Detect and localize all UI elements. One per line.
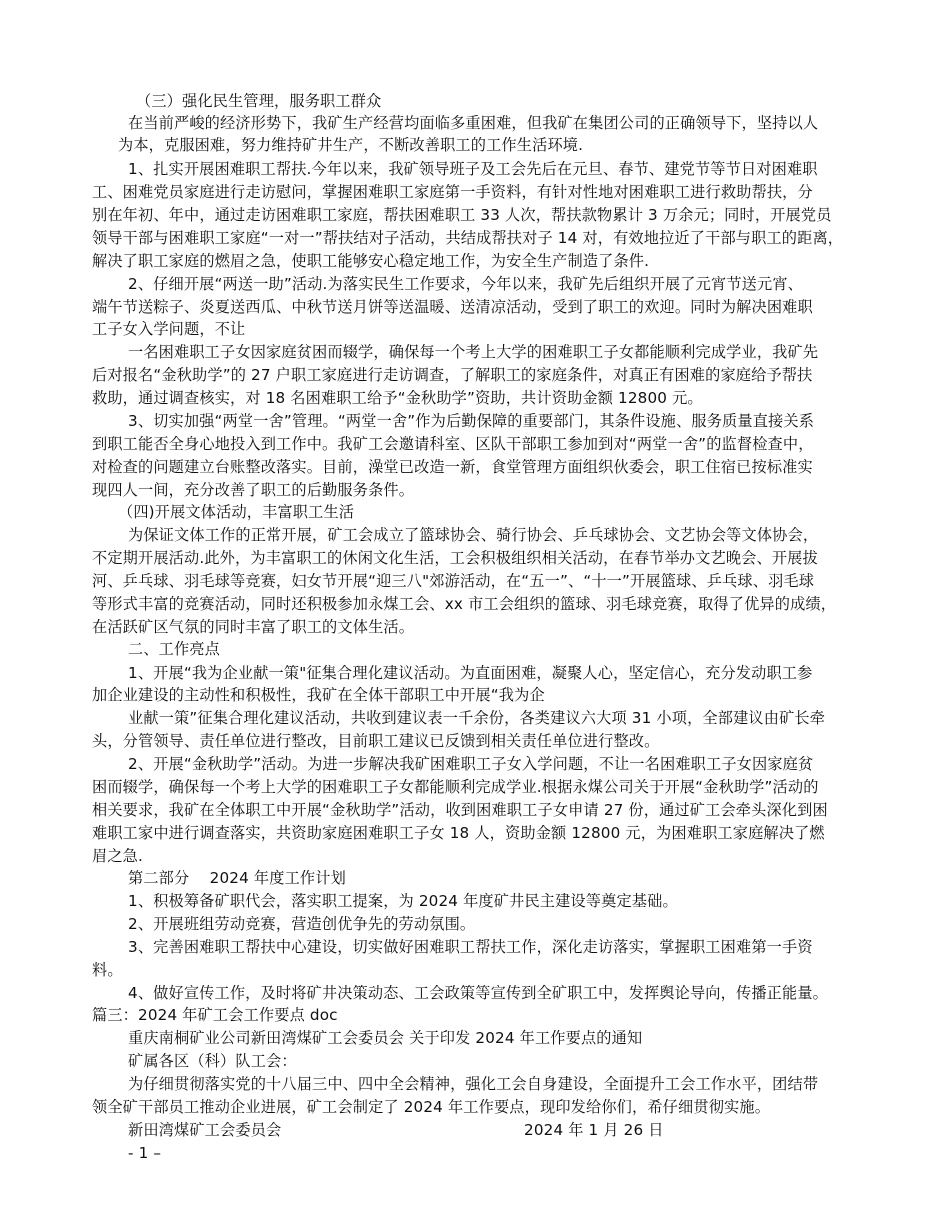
plan-item: 2、开展班组劳动竞赛，营造创优争先的劳动氛围。	[128, 915, 476, 933]
paragraph-line: 为本，克服困难，努力维持矿井生产，不断改善职工的工作生活环境.	[118, 136, 584, 154]
paragraph-line: 工子女入学问题，不让	[92, 320, 246, 338]
paragraph-line: 别在年初、年中，通过走访困难职工家庭，帮扶困难职工 33 人次，帮扶款物累计 3 万余元；同时，开展党员	[92, 206, 832, 224]
signature-org: 新田湾煤矿工会委员会	[128, 1121, 282, 1139]
paragraph-line: 端午节送粽子、炎夏送西瓜、中秋节送月饼等送温暖、送清凉活动，受到了职工的欢迎。同时为解决困难职	[92, 298, 813, 316]
paragraph-line: 不定期开展活动.此外，为丰富职工的休闲文化生活，工会积极组织相关活动，在春节举办文艺晚会、开展拔	[92, 549, 818, 567]
page-number: - 1 –	[128, 1144, 162, 1162]
paragraph-line: 在当前严峻的经济形势下，我矿生产经营均面临多重困难，但我矿在集团公司的正确领导下，坚持以人	[128, 114, 819, 132]
paragraph-line: 为仔细贯彻落实党的十八届三中、四中全会精神，强化工会自身建设，全面提升工会工作水平，团结带	[128, 1075, 819, 1093]
paragraph-line: 工、困难党员家庭进行走访慰问，掌握困难职工家庭第一手资料，有针对性地对困难职工进行救助帮扶，分	[92, 183, 813, 201]
paragraph-line: 为保证文体工作的正常开展，矿工会成立了篮球协会、骑行协会、乒乓球协会、文艺协会等文体协会，	[128, 526, 819, 544]
paragraph-line: 眉之急.	[92, 847, 143, 865]
paragraph-line: 相关要求，我矿在全体职工中开展“金秋助学”活动，收到困难职工子女申请 27 份，通过矿工会牵头深化到困	[92, 801, 828, 819]
paragraph-line: 后对报名“金秋助学”的 27 户职工家庭进行走访调查，了解职工的家庭条件，对真正有困难的家庭给予帮扶	[92, 366, 813, 384]
paragraph-line: 等形式丰富的竞赛活动，同时还积极参加永煤工会、xx 市工会组织的篮球、羽毛球竞赛，取得了优异的成绩，	[92, 595, 837, 613]
plan-item: 3、完善困难职工帮扶中心建设，切实做好困难职工帮扶工作，深化走访落实，掌握职工困难第一手资	[128, 938, 813, 956]
section-heading-3: （三）强化民生管理，服务职工群众	[136, 92, 382, 110]
paragraph-line: 加企业建设的主动性和积极性，我矿在全体干部职工中开展“我为企	[92, 686, 545, 704]
paragraph-line: 1、扎实开展困难职工帮扶.今年以来，我矿领导班子及工会先后在元旦、春节、建党节等节日对困难职	[128, 160, 818, 178]
paragraph-line: 救助，通过调查核实，对 18 名困难职工给予“金秋助学”资助，共计资助金额 12800 元。	[92, 389, 703, 407]
paragraph-line: 到职工能否全身心地投入到工作中。我矿工会邀请科室、区队干部职工参加到对“两堂一舍”的监督检查中，	[92, 435, 814, 453]
section-heading-highlights: 二、工作亮点	[128, 640, 221, 658]
section-heading-4: （四)开展文体活动，丰富职工生活	[118, 503, 355, 521]
plan-item: 4、做好宣传工作，及时将矿井决策动态、工会政策等宣传到全矿职工中，发挥舆论导向，传播正能量。	[128, 984, 828, 1002]
paragraph-line: 料。	[92, 961, 123, 979]
plan-item: 1、积极筹备矿职代会，落实职工提案，为 2024 年度矿井民主建设等奠定基础。	[128, 892, 678, 910]
paragraph-line: 领导干部与困难职工家庭“一对一”帮扶结对子活动，共结成帮扶对子 14 对，有效地拉近了干部与职工的距离，	[92, 229, 844, 247]
part-two-heading: 第二部分 2024 年度工作计划	[128, 869, 346, 887]
paragraph-line: 在活跃矿区气氛的同时丰富了职工的文体生活。	[92, 618, 415, 636]
paragraph-line: 难职工家中进行调查落实，共资助家庭困难职工子女 18 人，资助金额 12800 元，为困难职工家庭解决了燃	[92, 824, 825, 842]
paragraph-line: 1、开展“我为企业献一策"征集合理化建议活动。为直面困难，凝聚人心，坚定信心，充分发动职工参	[128, 664, 813, 682]
paragraph-line: 对检查的问题建立台账整改落实。目前，澡堂已改造一新，食堂管理方面组织伙委会，职工住宿已按标准实	[92, 458, 813, 476]
paragraph-line: 困而辍学，确保每一个考上大学的困难职工子女都能顺利完成学业.根据永煤公司关于开展“金秋助学”活动的	[92, 778, 819, 796]
paragraph-line: 3、切实加强“两堂一舍”管理。“两堂一舍”作为后勤保障的重要部门，其条件设施、服务质量直接关系	[128, 412, 815, 430]
paragraph-line: 解决了职工家庭的燃眉之急，使职工能够安心稳定地工作，为安全生产制造了条件.	[92, 252, 650, 270]
paragraph-line: 头，分管领导、责任单位进行整改，目前职工建议已反馈到相关责任单位进行整改。	[92, 732, 660, 750]
signature-date: 2024 年 1 月 26 日	[524, 1121, 664, 1139]
paragraph-line: 业献一策”征集合理化建议活动，共收到建议表一千余份，各类建议六大项 31 小项，全部建议由矿长牵	[128, 709, 826, 727]
notice-recipient: 矿属各区（科）队工会：	[128, 1052, 297, 1070]
notice-title: 重庆南桐矿业公司新田湾煤矿工会委员会 关于印发 2024 年工作要点的通知	[128, 1029, 643, 1047]
paragraph-line: 河、乒乓球、羽毛球等竞赛，妇女节开展“迎三八"郊游活动，在“五一”、“十一”开展篮球、乒乓球、羽毛球	[92, 572, 815, 590]
paragraph-line: 2、仔细开展“两送一助”活动.为落实民生工作要求，今年以来，我矿先后组织开展了元宵节送元宵、	[128, 275, 804, 293]
paragraph-line: 领全矿干部员工推动企业进展，矿工会制定了 2024 年工作要点，现印发给你们，希仔细贯彻实施。	[92, 1098, 771, 1116]
paragraph-line: 2、开展“金秋助学”活动。为进一步解决我矿困难职工子女入学问题，不让一名困难职工子女因家庭贫	[128, 755, 814, 773]
paragraph-line: 一名困难职工子女因家庭贫困而辍学，确保每一个考上大学的困难职工子女都能顺利完成学业，我矿先	[128, 343, 819, 361]
paragraph-line: 现四人一间，充分改善了职工的后勤服务条件。	[92, 481, 415, 499]
chapter-heading: 篇三：2024 年矿工会工作要点 doc	[92, 1006, 338, 1024]
